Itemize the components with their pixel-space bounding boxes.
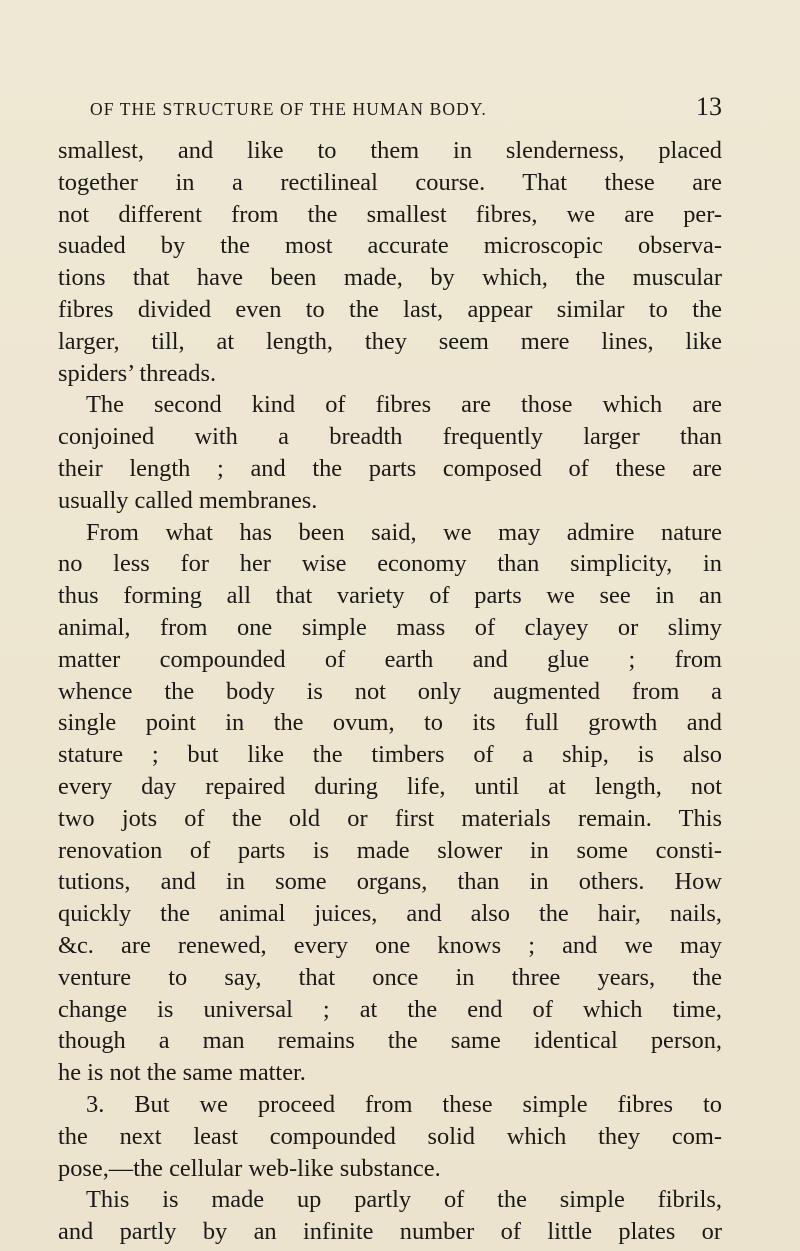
text-line: conjoined with a breadth frequently larger than (58, 423, 722, 451)
text-line: tutions, and in some organs, than in others. How (58, 868, 722, 896)
text-line: not different from the smallest fibres, we are per- (58, 200, 722, 228)
text-line: suaded by the most accurate microscopic observa- (58, 232, 722, 260)
text-line: renovation of parts is made slower in some consti- (58, 836, 722, 864)
text-line: animal, from one simple mass of clayey or slimy (58, 613, 722, 641)
text-line: two jots of the old or first materials remain. This (58, 804, 722, 832)
text-line: change is universal ; at the end of which time, (58, 995, 722, 1023)
text-line: whence the body is not only augmented from a (58, 677, 722, 705)
text-line: together in a rectilineal course. That these are (58, 168, 722, 196)
text-line: This is made up partly of the simple fibrils, (86, 1186, 722, 1214)
text-line: every day repaired during life, until at length, not (58, 772, 722, 800)
body-text (58, 135, 722, 1248)
text-line: fibres divided even to the last, appear similar to the (58, 295, 722, 323)
text-line: the next least compounded solid which they com- (58, 1122, 722, 1150)
running-title: OF THE STRUCTURE OF THE HUMAN BODY. (90, 99, 487, 119)
text-line: thus forming all that variety of parts we see in an (58, 582, 722, 610)
text-line: stature ; but like the timbers of a ship, is also (58, 741, 722, 769)
text-line: &c. are renewed, every one knows ; and we may (58, 931, 722, 959)
text-line: pose,—the cellular web-like substance. (58, 1154, 441, 1182)
text-line: spiders’ threads. (58, 359, 217, 387)
text-line: The second kind of fibres are those which are (86, 391, 722, 419)
text-line: and partly by an infinite number of little plates or (58, 1218, 722, 1246)
text-line: though a man remains the same identical person, (58, 1027, 722, 1055)
text-line: matter compounded of earth and glue ; from (58, 645, 722, 673)
text-line: tions that have been made, by which, the muscular (58, 264, 722, 292)
running-head (90, 92, 722, 122)
text-line: 3. But we proceed from these simple fibres to (86, 1090, 722, 1118)
text-line: quickly the animal juices, and also the hair, nails, (58, 900, 722, 928)
text-line: single point in the ovum, to its full growth and (58, 709, 722, 737)
text-line: their length ; and the parts composed of these are (58, 454, 722, 482)
text-line: he is not the same matter. (58, 1059, 306, 1087)
page-number: 13 (696, 92, 722, 121)
text-line: usually called membranes. (58, 486, 318, 514)
text-line: no less for her wise economy than simplicity, in (58, 550, 722, 578)
text-line: smallest, and like to them in slenderness, placed (58, 137, 722, 164)
text-line: venture to say, that once in three years, the (58, 963, 722, 991)
text-line: From what has been said, we may admire nature (86, 518, 722, 546)
text-line: larger, till, at length, they seem mere lines, like (58, 327, 722, 355)
